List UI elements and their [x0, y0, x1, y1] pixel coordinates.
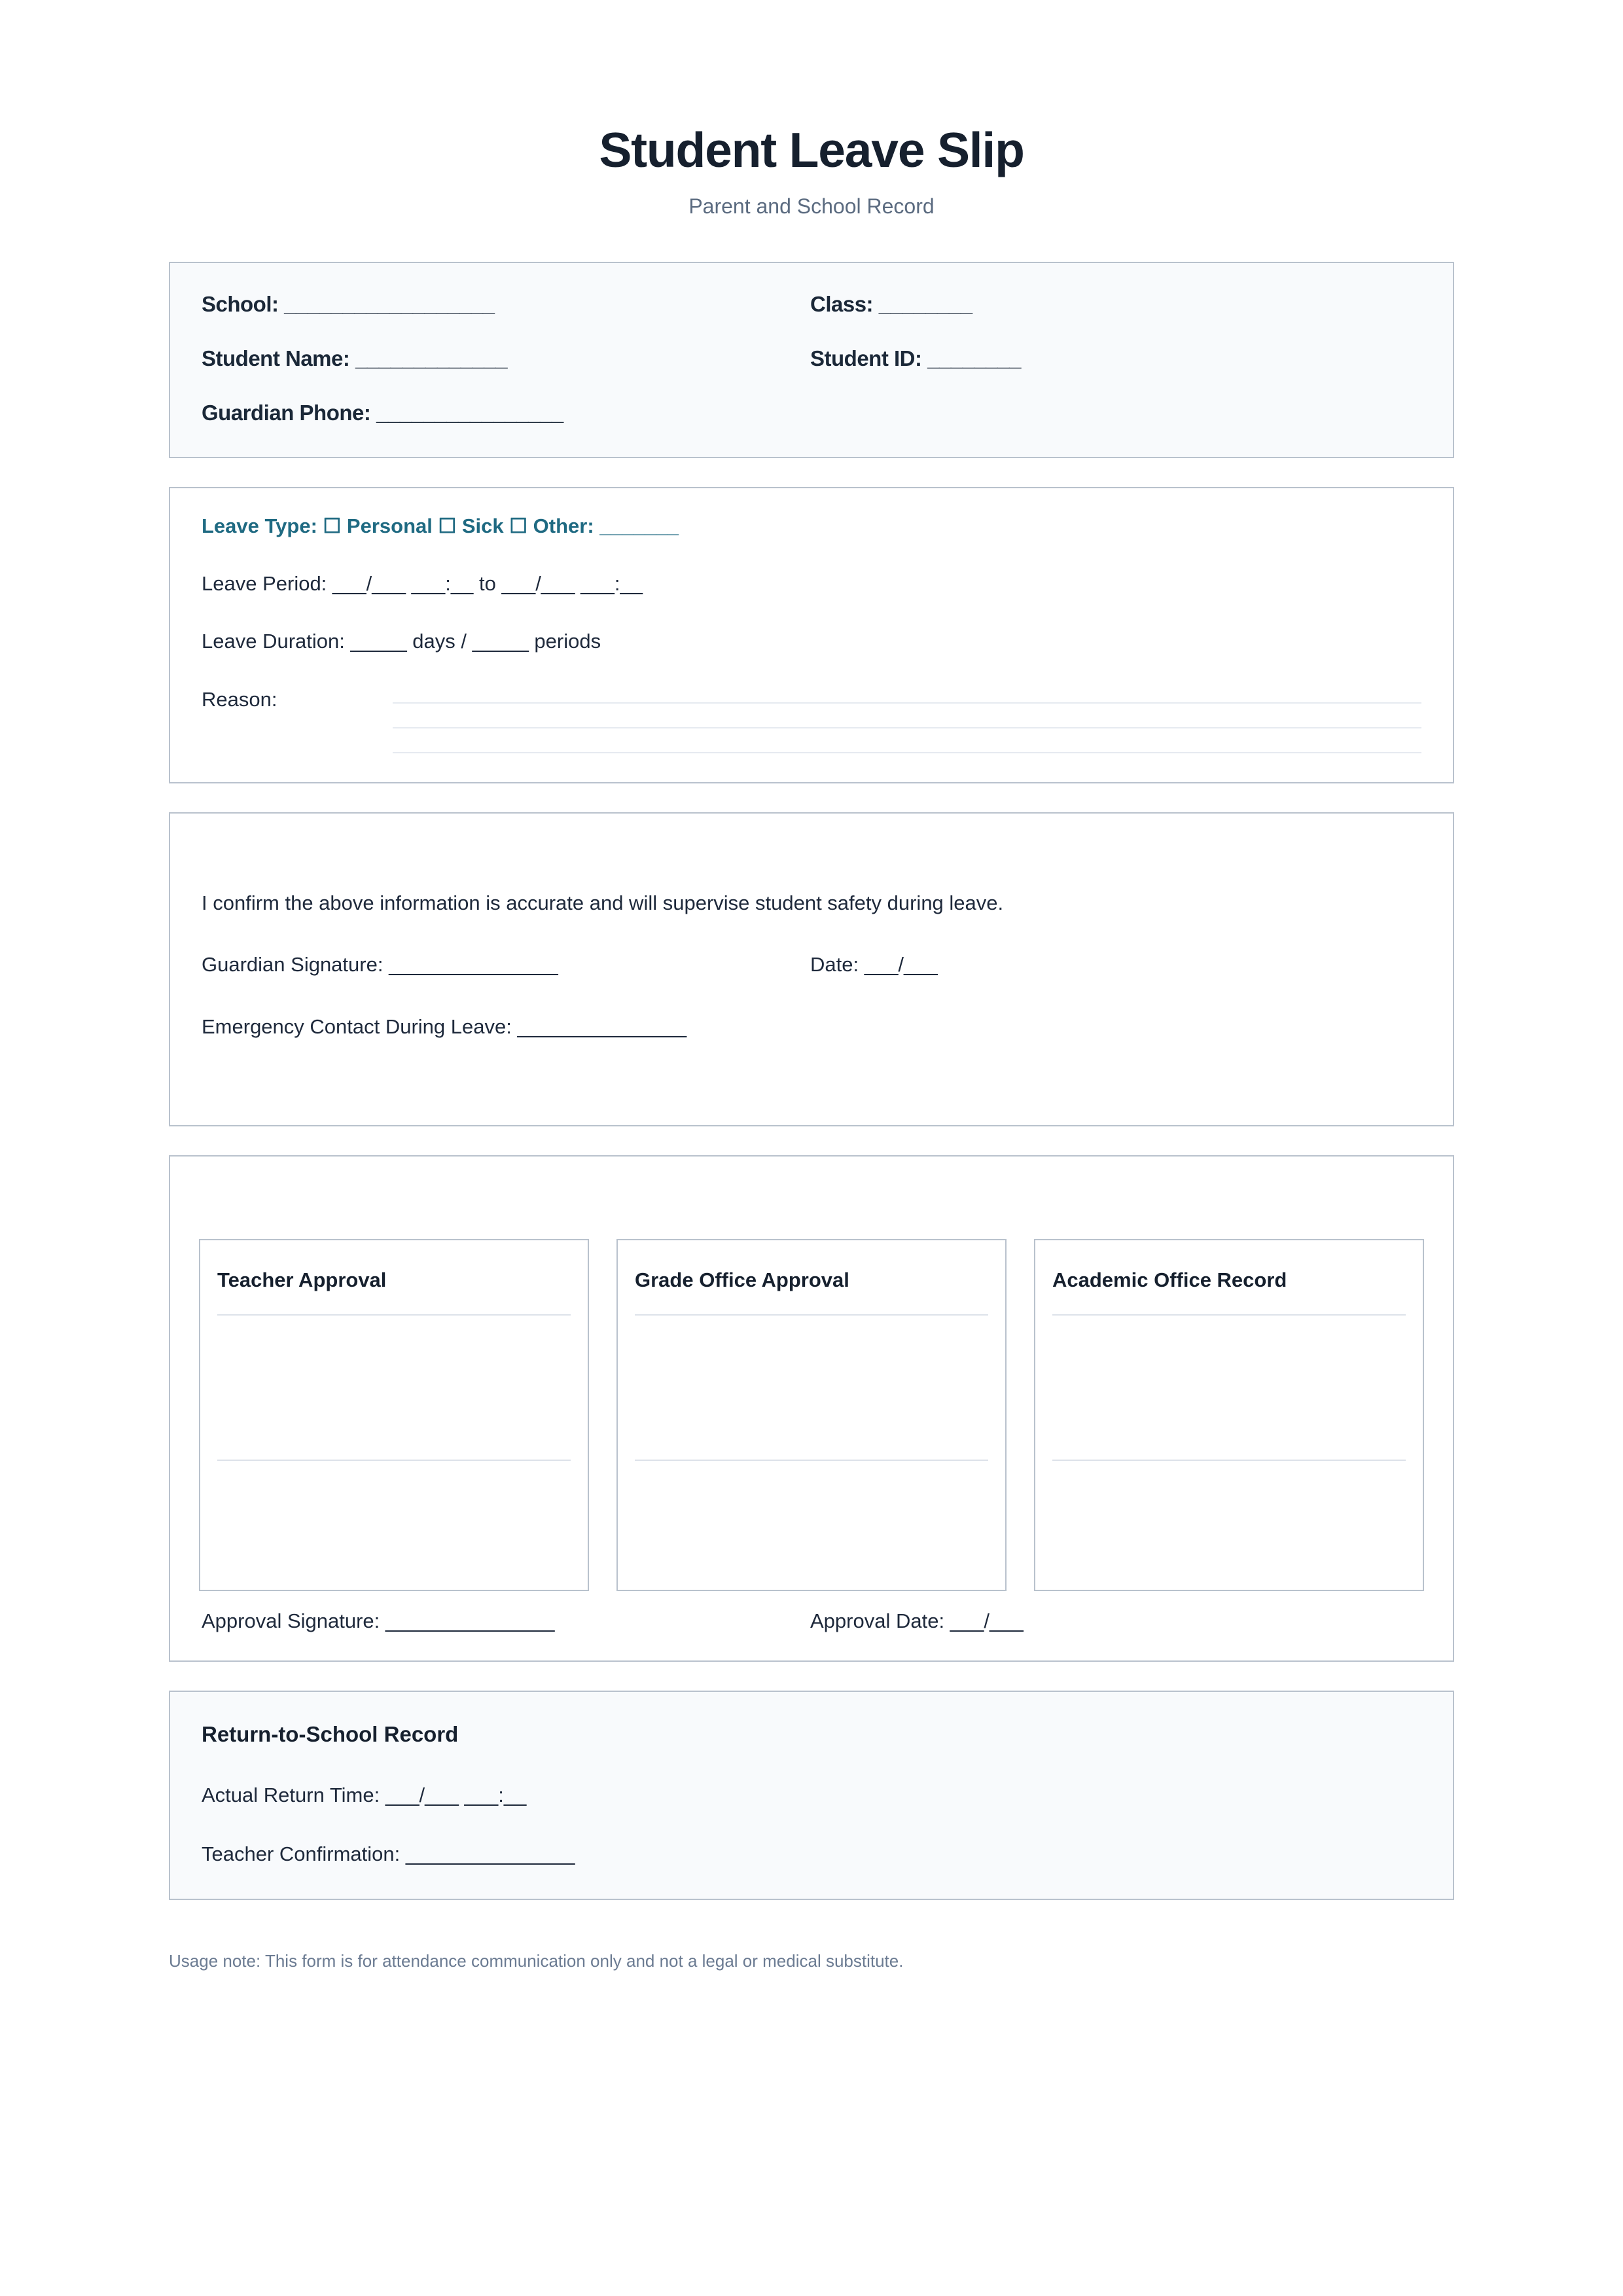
section-spacer — [169, 458, 1454, 487]
approval-body-rule — [635, 1460, 988, 1461]
page-title: Student Leave Slip — [599, 122, 1024, 177]
approval-body-rule — [217, 1460, 571, 1461]
guardian-date-field[interactable]: Date: ___/___ — [810, 953, 938, 977]
guardian-confirmation-section — [169, 812, 1454, 1126]
approval-date-field[interactable]: Approval Date: ___/___ — [810, 1609, 1024, 1632]
emergency-contact-field[interactable]: Emergency Contact During Leave: _______________ — [202, 1014, 687, 1038]
class-field[interactable]: Class: ________ — [810, 291, 972, 316]
approval-body-rule — [1052, 1460, 1406, 1461]
signature-row — [202, 952, 1421, 978]
approval-box-title: Teacher Approval — [217, 1268, 387, 1291]
approval-box-title: Academic Office Record — [1052, 1268, 1287, 1291]
approval-signature-field[interactable]: Approval Signature: _______________ — [202, 1609, 555, 1632]
reason-label: Reason: — [202, 687, 277, 711]
student-info-section — [169, 262, 1454, 458]
grade-office-approval-box[interactable] — [616, 1239, 1007, 1591]
approval-write-area[interactable] — [635, 1316, 988, 1460]
leave-duration-field[interactable]: Leave Duration: _____ days / _____ periods — [202, 630, 601, 653]
school-field[interactable]: School: __________________ — [202, 291, 495, 316]
student-id-field[interactable]: Student ID: ________ — [810, 346, 1021, 371]
approval-box-grid — [199, 1239, 1424, 1591]
approval-box-title: Grade Office Approval — [635, 1268, 849, 1291]
actual-return-time-field[interactable]: Actual Return Time: ___/___ ___:__ — [202, 1783, 527, 1806]
reason-block — [202, 687, 1421, 753]
academic-office-record-box[interactable] — [1034, 1239, 1424, 1591]
approval-write-area[interactable] — [1052, 1316, 1406, 1460]
emergency-contact-row — [202, 1014, 1421, 1040]
section-spacer — [169, 1126, 1454, 1155]
page-subtitle: Parent and School Record — [688, 194, 935, 218]
teacher-confirmation-field[interactable]: Teacher Confirmation: _______________ — [202, 1842, 575, 1865]
student-name-field[interactable]: Student Name: _____________ — [202, 346, 508, 371]
usage-note: Usage note: This form is for attendance communication only and not a legal or medical substitute. — [169, 1951, 904, 1971]
info-row — [202, 291, 1421, 317]
return-record-title: Return-to-School Record — [202, 1722, 459, 1747]
info-row — [202, 399, 1421, 426]
guardian-signature-field[interactable]: Guardian Signature: _______________ — [202, 953, 558, 977]
guardian-phone-field[interactable]: Guardian Phone: ________________ — [202, 401, 563, 425]
confirmation-statement: I confirm the above information is accurate and will supervise student safety during leave. — [202, 891, 1004, 914]
section-spacer — [169, 783, 1454, 812]
reason-rule-line — [393, 727, 1421, 728]
section-spacer — [169, 1662, 1454, 1691]
reason-rule-line — [393, 702, 1421, 704]
return-to-school-section — [169, 1691, 1454, 1900]
approvals-section — [169, 1155, 1454, 1662]
leave-period-field[interactable]: Leave Period: ___/___ ___:__ to ___/___ ___:__ — [202, 571, 643, 595]
leave-details-section — [169, 487, 1454, 783]
document-header — [169, 124, 1454, 219]
info-row — [202, 345, 1421, 372]
approval-write-area[interactable] — [217, 1316, 571, 1460]
approval-footer-row — [199, 1608, 1424, 1634]
teacher-approval-box[interactable] — [199, 1239, 589, 1591]
reason-write-area[interactable] — [393, 687, 1421, 753]
reason-rule-line — [393, 752, 1421, 753]
leave-type-field[interactable]: Leave Type: ☐ Personal ☐ Sick ☐ Other: _______ — [202, 514, 679, 537]
